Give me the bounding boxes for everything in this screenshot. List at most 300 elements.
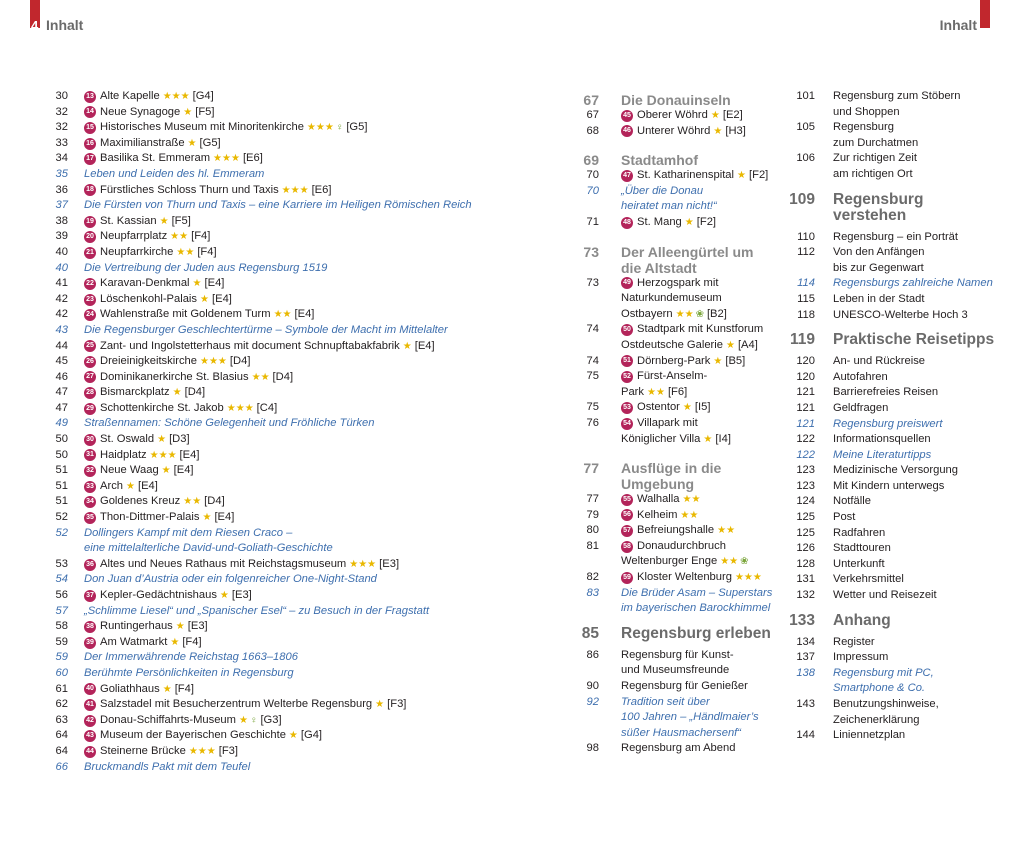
entry-title: Regensburg für Kunst- (621, 648, 734, 661)
sight-number-badge: 16 (84, 138, 96, 150)
feature-entry (38, 198, 472, 214)
sight-number-badge: 46 (621, 125, 633, 137)
entry-page-number: 68 (586, 124, 599, 137)
entry-content (815, 713, 919, 729)
entry-content (68, 385, 205, 401)
entry-title: Informationsquellen (833, 433, 931, 446)
entry-content (599, 369, 707, 385)
feature-entry (571, 695, 771, 711)
sight-number-badge: 55 (621, 494, 633, 506)
entry-page-number (571, 710, 599, 726)
entry-page-number: 110 (797, 230, 815, 243)
entry-page-number: 49 (55, 417, 68, 430)
entry-page-number: 71 (586, 215, 599, 228)
entry-title: Park (621, 385, 645, 398)
entry-title: Unterkunft (833, 557, 885, 570)
map-reference: [F5] (195, 105, 215, 118)
entry-page-number: 54 (55, 573, 68, 586)
map-reference: [D4] (184, 386, 206, 399)
feature-entry (38, 760, 458, 776)
entry-title: Befreiungshalle (637, 524, 715, 537)
entry-page-number: 60 (55, 666, 68, 679)
entry-content (815, 401, 888, 417)
entry-title: Walhalla (637, 493, 680, 506)
entry-content (68, 307, 314, 323)
entry-content (599, 695, 710, 711)
entry-content (815, 276, 993, 292)
entry-content (68, 557, 399, 573)
rating-stars: ★ (737, 170, 746, 182)
entry-page-number: 90 (586, 680, 599, 693)
entry-page-number: 64 (55, 744, 68, 757)
entry-title: Leben in der Stadt (833, 292, 925, 305)
entry-page-number (571, 726, 599, 742)
toc-entry (571, 508, 771, 524)
entry-title: Naturkundemuseum (621, 292, 722, 305)
rating-stars: ★★★ (149, 449, 177, 461)
rating-stars: ★★★ (306, 122, 334, 134)
toc-entry (38, 307, 458, 323)
entry-content (68, 463, 194, 479)
entry-content (599, 416, 698, 432)
rating-stars: ★ (162, 683, 172, 695)
entry-content (815, 120, 894, 136)
toc-entry (38, 432, 458, 448)
entry-title: Leben und Leiden des hl. Emmeram (84, 167, 265, 180)
feature-entry (38, 261, 458, 277)
feature-icon: ♀ (335, 122, 344, 134)
map-reference: [E3] (187, 620, 208, 633)
entry-page-number (783, 105, 815, 121)
toc-entry (38, 245, 458, 261)
toc-entry (38, 557, 458, 573)
entry-page-number: 30 (55, 90, 68, 102)
entry-page-number: 70 (586, 169, 599, 182)
toc-column-2 (571, 89, 771, 757)
entry-content (68, 245, 217, 261)
toc-entry (571, 307, 771, 323)
map-reference: [E4] (173, 464, 194, 477)
map-reference: [F3] (387, 698, 407, 711)
running-head-left: Inhalt (46, 17, 84, 33)
entry-page-number (571, 554, 599, 570)
sight-number-badge: 14 (84, 106, 96, 118)
entry-content (815, 650, 888, 666)
map-reference: [E4] (414, 339, 435, 352)
entry-page-number: 118 (797, 308, 815, 321)
rating-stars: ★★ (251, 371, 270, 383)
entry-page-number: 121 (796, 417, 815, 430)
feature-entry (38, 650, 458, 666)
entry-page-number: 76 (586, 416, 599, 429)
toc-entry (38, 744, 458, 760)
entry-title: Die Fürsten von Thurn und Taxis – eine Karriere im Heiligen Römischen Reich (84, 199, 472, 212)
toc-entry (783, 697, 998, 713)
entry-page-number: 122 (796, 433, 815, 446)
rating-stars: ★★ (273, 309, 292, 321)
entry-content (815, 245, 924, 261)
map-reference: [F4] (182, 635, 202, 648)
entry-page-number: 114 (797, 277, 815, 290)
entry-title: Villapark mit (637, 416, 698, 429)
toc-entry (38, 728, 458, 744)
entry-content (815, 354, 925, 370)
entry-page-number: 33 (55, 136, 68, 149)
entry-content (68, 151, 263, 167)
entry-content (599, 679, 748, 695)
map-reference: [F4] (174, 682, 194, 695)
entry-content (815, 448, 931, 464)
entry-content (68, 136, 221, 152)
toc-entry (783, 292, 998, 308)
entry-page-number: 70 (586, 184, 599, 197)
entry-title: Die Regensburger Geschlechtertürme – Symbole der Macht im Mittelalter (84, 323, 448, 336)
entry-content (68, 728, 322, 744)
toc-entry (38, 619, 458, 635)
sight-number-badge: 31 (84, 449, 96, 461)
entry-content (599, 354, 745, 370)
entry-content (68, 760, 250, 776)
feature-entry (783, 681, 998, 697)
entry-content (68, 650, 298, 666)
entry-content (599, 523, 735, 539)
entry-content (599, 276, 718, 292)
entry-content (599, 726, 741, 742)
feature-entry (783, 448, 998, 464)
entry-title: Barrierefreies Reisen (833, 386, 939, 399)
feature-entry (38, 666, 458, 682)
toc-entry (571, 369, 771, 385)
entry-content (599, 539, 726, 555)
entry-page-number: 131 (796, 573, 815, 586)
entry-content (815, 526, 885, 542)
toc-entry (783, 541, 998, 557)
entry-content (815, 370, 888, 386)
entry-title: Museum der Bayerischen Geschichte (100, 729, 286, 742)
rating-stars: ★★★ (213, 153, 240, 165)
rating-stars: ★ (402, 340, 412, 352)
sight-number-badge: 39 (84, 637, 96, 649)
entry-title: Meine Literaturtipps (833, 448, 932, 461)
map-reference: [G4] (300, 729, 323, 742)
entry-content (599, 741, 735, 757)
entry-title: Verkehrsmittel (833, 573, 904, 586)
entry-page-number: 101 (796, 90, 815, 102)
entry-title: Kelheim (637, 508, 678, 521)
entry-title: St. Oswald (100, 433, 155, 446)
entry-page-number: 77 (586, 493, 599, 506)
entry-page-number (571, 199, 599, 215)
entry-title: Regensburgs zahlreiche Namen (833, 277, 993, 290)
entry-page-number: 112 (797, 246, 815, 259)
entry-title: Donaudurchbruch (637, 539, 726, 552)
section-gap (571, 139, 771, 149)
toc-entry (571, 276, 771, 292)
entry-content (599, 168, 768, 184)
entry-page-number: 115 (797, 292, 815, 305)
map-reference: [F4] (197, 245, 217, 258)
entry-content (815, 494, 871, 510)
rating-stars: ★★ (183, 496, 202, 508)
entry-title: Ostentor (637, 401, 680, 414)
entry-page-number: 61 (55, 682, 68, 695)
entry-page-number: 123 (796, 464, 815, 477)
sight-number-badge: 30 (84, 434, 96, 446)
entry-page-number (571, 432, 599, 448)
sight-number-badge: 36 (84, 559, 96, 571)
entry-page-number (571, 307, 599, 323)
section-gap (571, 447, 771, 457)
feature-icon: ♀ (249, 714, 258, 726)
toc-entry (571, 354, 771, 370)
entry-page-number: 125 (796, 511, 815, 524)
entry-page-number: 105 (796, 121, 815, 134)
entry-page-number (783, 713, 815, 729)
map-reference: [E4] (204, 277, 225, 290)
toc-entry (783, 526, 998, 542)
feature-entry (571, 184, 771, 200)
toc-entry (783, 650, 998, 666)
toc-entry (783, 401, 998, 417)
sight-number-badge: 28 (84, 387, 96, 399)
entry-content (68, 198, 472, 214)
entry-content (599, 385, 687, 401)
sight-number-badge: 20 (84, 231, 96, 243)
toc-entry (783, 308, 998, 324)
rating-stars: ★ (713, 355, 723, 367)
entry-title: Bruckmandls Pakt mit dem Teufel (84, 760, 251, 773)
entry-page-number: 50 (55, 448, 68, 461)
rating-stars: ★★ (647, 386, 665, 398)
entry-content (68, 666, 294, 682)
entry-title: Wetter und Reisezeit (833, 589, 937, 602)
entry-title: „Über die Donau (621, 184, 704, 197)
entry-content (815, 432, 931, 448)
entry-content (815, 479, 944, 495)
sight-number-badge: 35 (84, 512, 96, 524)
section-title: Praktische Reisetipps (833, 331, 995, 349)
sight-number-badge: 48 (621, 217, 633, 229)
entry-title: Karavan-Denkmal (100, 277, 190, 290)
sight-number-badge: 17 (84, 153, 96, 165)
entry-page-number: 64 (55, 729, 68, 742)
entry-content (68, 89, 214, 105)
entry-content (599, 199, 717, 215)
feature-icon: ❀ (695, 308, 704, 320)
entry-title: Zeichenerklärung (833, 713, 920, 726)
entry-content (68, 494, 225, 510)
map-reference: [E4] (179, 448, 200, 461)
entry-content (599, 663, 729, 679)
entry-title: süßer Hausmachersenf“ (621, 726, 741, 739)
entry-content (68, 713, 282, 729)
section-page-number: 73 (583, 243, 599, 260)
rating-stars: ★★★ (226, 402, 254, 414)
entry-title: Mit Kindern unterwegs (833, 479, 945, 492)
entry-content (815, 89, 961, 105)
entry-page-number: 58 (55, 620, 68, 633)
toc-entry (571, 679, 771, 695)
toc-entry (571, 322, 771, 338)
sight-number-badge: 47 (621, 170, 633, 182)
toc-entry (38, 635, 458, 651)
toc-entry (571, 570, 771, 586)
entry-title: Dörnberg-Park (637, 354, 711, 367)
feature-entry (38, 572, 458, 588)
entry-content (68, 292, 232, 308)
feature-entry (783, 666, 998, 682)
entry-title: Dominikanerkirche St. Blasius (100, 370, 249, 383)
toc-entry (783, 728, 998, 744)
entry-page-number: 74 (586, 323, 599, 336)
feature-entry (783, 417, 998, 433)
entry-content (815, 510, 855, 526)
sight-number-badge: 45 (621, 110, 633, 122)
entry-title: Regensburg für Genießer (621, 680, 748, 693)
toc-entry (571, 416, 771, 432)
rating-stars: ★ (200, 293, 209, 305)
entry-page-number: 52 (55, 511, 68, 524)
toc-entry (783, 557, 998, 573)
entry-page-number: 32 (55, 105, 68, 118)
entry-title: St. Kassian (100, 214, 157, 227)
entry-content (68, 744, 238, 760)
sight-number-badge: 26 (84, 356, 96, 368)
entry-title: Thon-Dittmer-Palais (100, 511, 200, 524)
toc-entry (38, 494, 458, 510)
entry-title: „Schlimme Liesel“ und „Spanischer Esel“ – zu Besuch in der Fragstatt (84, 604, 430, 617)
section-heading (571, 460, 771, 492)
sight-number-badge: 57 (621, 525, 633, 537)
rating-stars: ★★ (682, 494, 701, 506)
entry-content (815, 167, 913, 183)
toc-entry (38, 385, 458, 401)
entry-title: Unterer Wöhrd (637, 124, 711, 137)
section-title: Anhang (833, 611, 891, 629)
entry-page-number: 59 (55, 651, 68, 664)
entry-page-number: 132 (796, 589, 815, 602)
sight-number-badge: 42 (84, 715, 96, 727)
entry-page-number: 75 (586, 370, 599, 383)
entry-content (599, 586, 772, 602)
rating-stars: ★ (157, 434, 167, 446)
section-page-number: 133 (789, 611, 815, 629)
entry-content (599, 400, 710, 416)
entry-page-number (571, 663, 599, 679)
toc-entry (38, 448, 458, 464)
entry-page-number: 106 (796, 152, 815, 165)
entry-page-number: 124 (796, 495, 815, 508)
page-tab-right (980, 0, 990, 28)
entry-content (68, 432, 190, 448)
map-reference: [D4] (272, 370, 294, 383)
map-reference: [B5] (725, 354, 746, 367)
sight-number-badge: 49 (621, 277, 633, 289)
entry-title: Die Vertreibung der Juden aus Regensburg 1519 (84, 261, 328, 274)
section-heading (783, 613, 998, 629)
rating-stars: ★ (682, 402, 692, 414)
entry-title: Post (833, 511, 856, 524)
entry-title: bis zur Gegenwart (833, 261, 924, 274)
toc-entry (571, 215, 771, 231)
entry-title: eine mittelalterliche David-und-Goliath-Geschichte (84, 542, 333, 555)
entry-page-number: 37 (55, 199, 68, 212)
sight-number-badge: 15 (84, 122, 96, 134)
toc-entry (783, 510, 998, 526)
entry-page-number: 128 (796, 557, 815, 570)
entry-page-number (571, 338, 599, 354)
entry-title: Smartphone & Co. (833, 682, 926, 695)
entry-title: Fürst-Anselm- (637, 370, 708, 383)
section-title: Die Donauinseln (621, 92, 731, 108)
entry-title: Arch (100, 479, 124, 492)
feature-entry (38, 416, 458, 432)
map-reference: [E2] (722, 109, 743, 121)
toc-entry (38, 713, 458, 729)
entry-title: Berühmte Persönlichkeiten in Regensburg (84, 666, 294, 679)
entry-page-number: 47 (55, 401, 68, 414)
entry-page-number (571, 385, 599, 401)
rating-stars: ★★ (680, 509, 699, 521)
entry-title: im bayerischen Barockhimmel (621, 602, 771, 615)
entry-page-number: 67 (586, 109, 599, 121)
entry-page-number: 81 (586, 539, 599, 552)
toc-entry (571, 432, 771, 448)
toc-entry (38, 136, 458, 152)
entry-page-number: 40 (55, 245, 68, 258)
rating-stars: ★★★ (734, 572, 762, 584)
entry-page-number: 138 (796, 666, 815, 679)
toc-entry (571, 108, 771, 124)
sight-number-badge: 59 (621, 572, 633, 584)
toc-entry (571, 523, 771, 539)
entry-title: Der Immerwährende Reichstag 1663–1806 (84, 651, 298, 664)
entry-title: Stadtpark mit Kunstforum (637, 323, 764, 336)
entry-title: Zant- und Ingolstetterhaus mit document Schnupftabakfabrik (100, 339, 400, 352)
entry-content (68, 339, 435, 355)
entry-title: Runtingerhaus (100, 620, 173, 633)
toc-entry (38, 105, 458, 121)
entry-title: und Shoppen (833, 105, 900, 118)
sight-number-badge: 13 (84, 91, 96, 103)
entry-content (815, 728, 905, 744)
rating-stars: ★ (713, 125, 723, 137)
section-heading (571, 92, 771, 108)
toc-entry (38, 183, 458, 199)
entry-page-number: 120 (796, 370, 815, 383)
entry-page-number: 120 (796, 355, 815, 368)
entry-page-number (783, 136, 815, 152)
toc-entry (38, 339, 458, 355)
rating-stars: ★ (684, 216, 694, 228)
map-reference: [G3] (260, 713, 282, 726)
entry-content (815, 666, 934, 682)
entry-title: Alte Kapelle (100, 90, 160, 102)
entry-title: Goliathhaus (100, 682, 160, 695)
entry-content (599, 710, 759, 726)
toc-entry (783, 136, 998, 152)
entry-page-number: 52 (55, 526, 68, 539)
sight-number-badge: 27 (84, 371, 96, 383)
entry-content (68, 619, 208, 635)
entry-title: Dollingers Kampf mit dem Riesen Craco – (84, 526, 293, 539)
page-number-left: 4 (31, 18, 39, 33)
section-page-number: 85 (581, 624, 599, 642)
map-reference: [E4] (294, 308, 315, 321)
toc-entry (38, 89, 458, 105)
map-reference: [F2] (696, 215, 717, 228)
entry-content (68, 635, 202, 651)
